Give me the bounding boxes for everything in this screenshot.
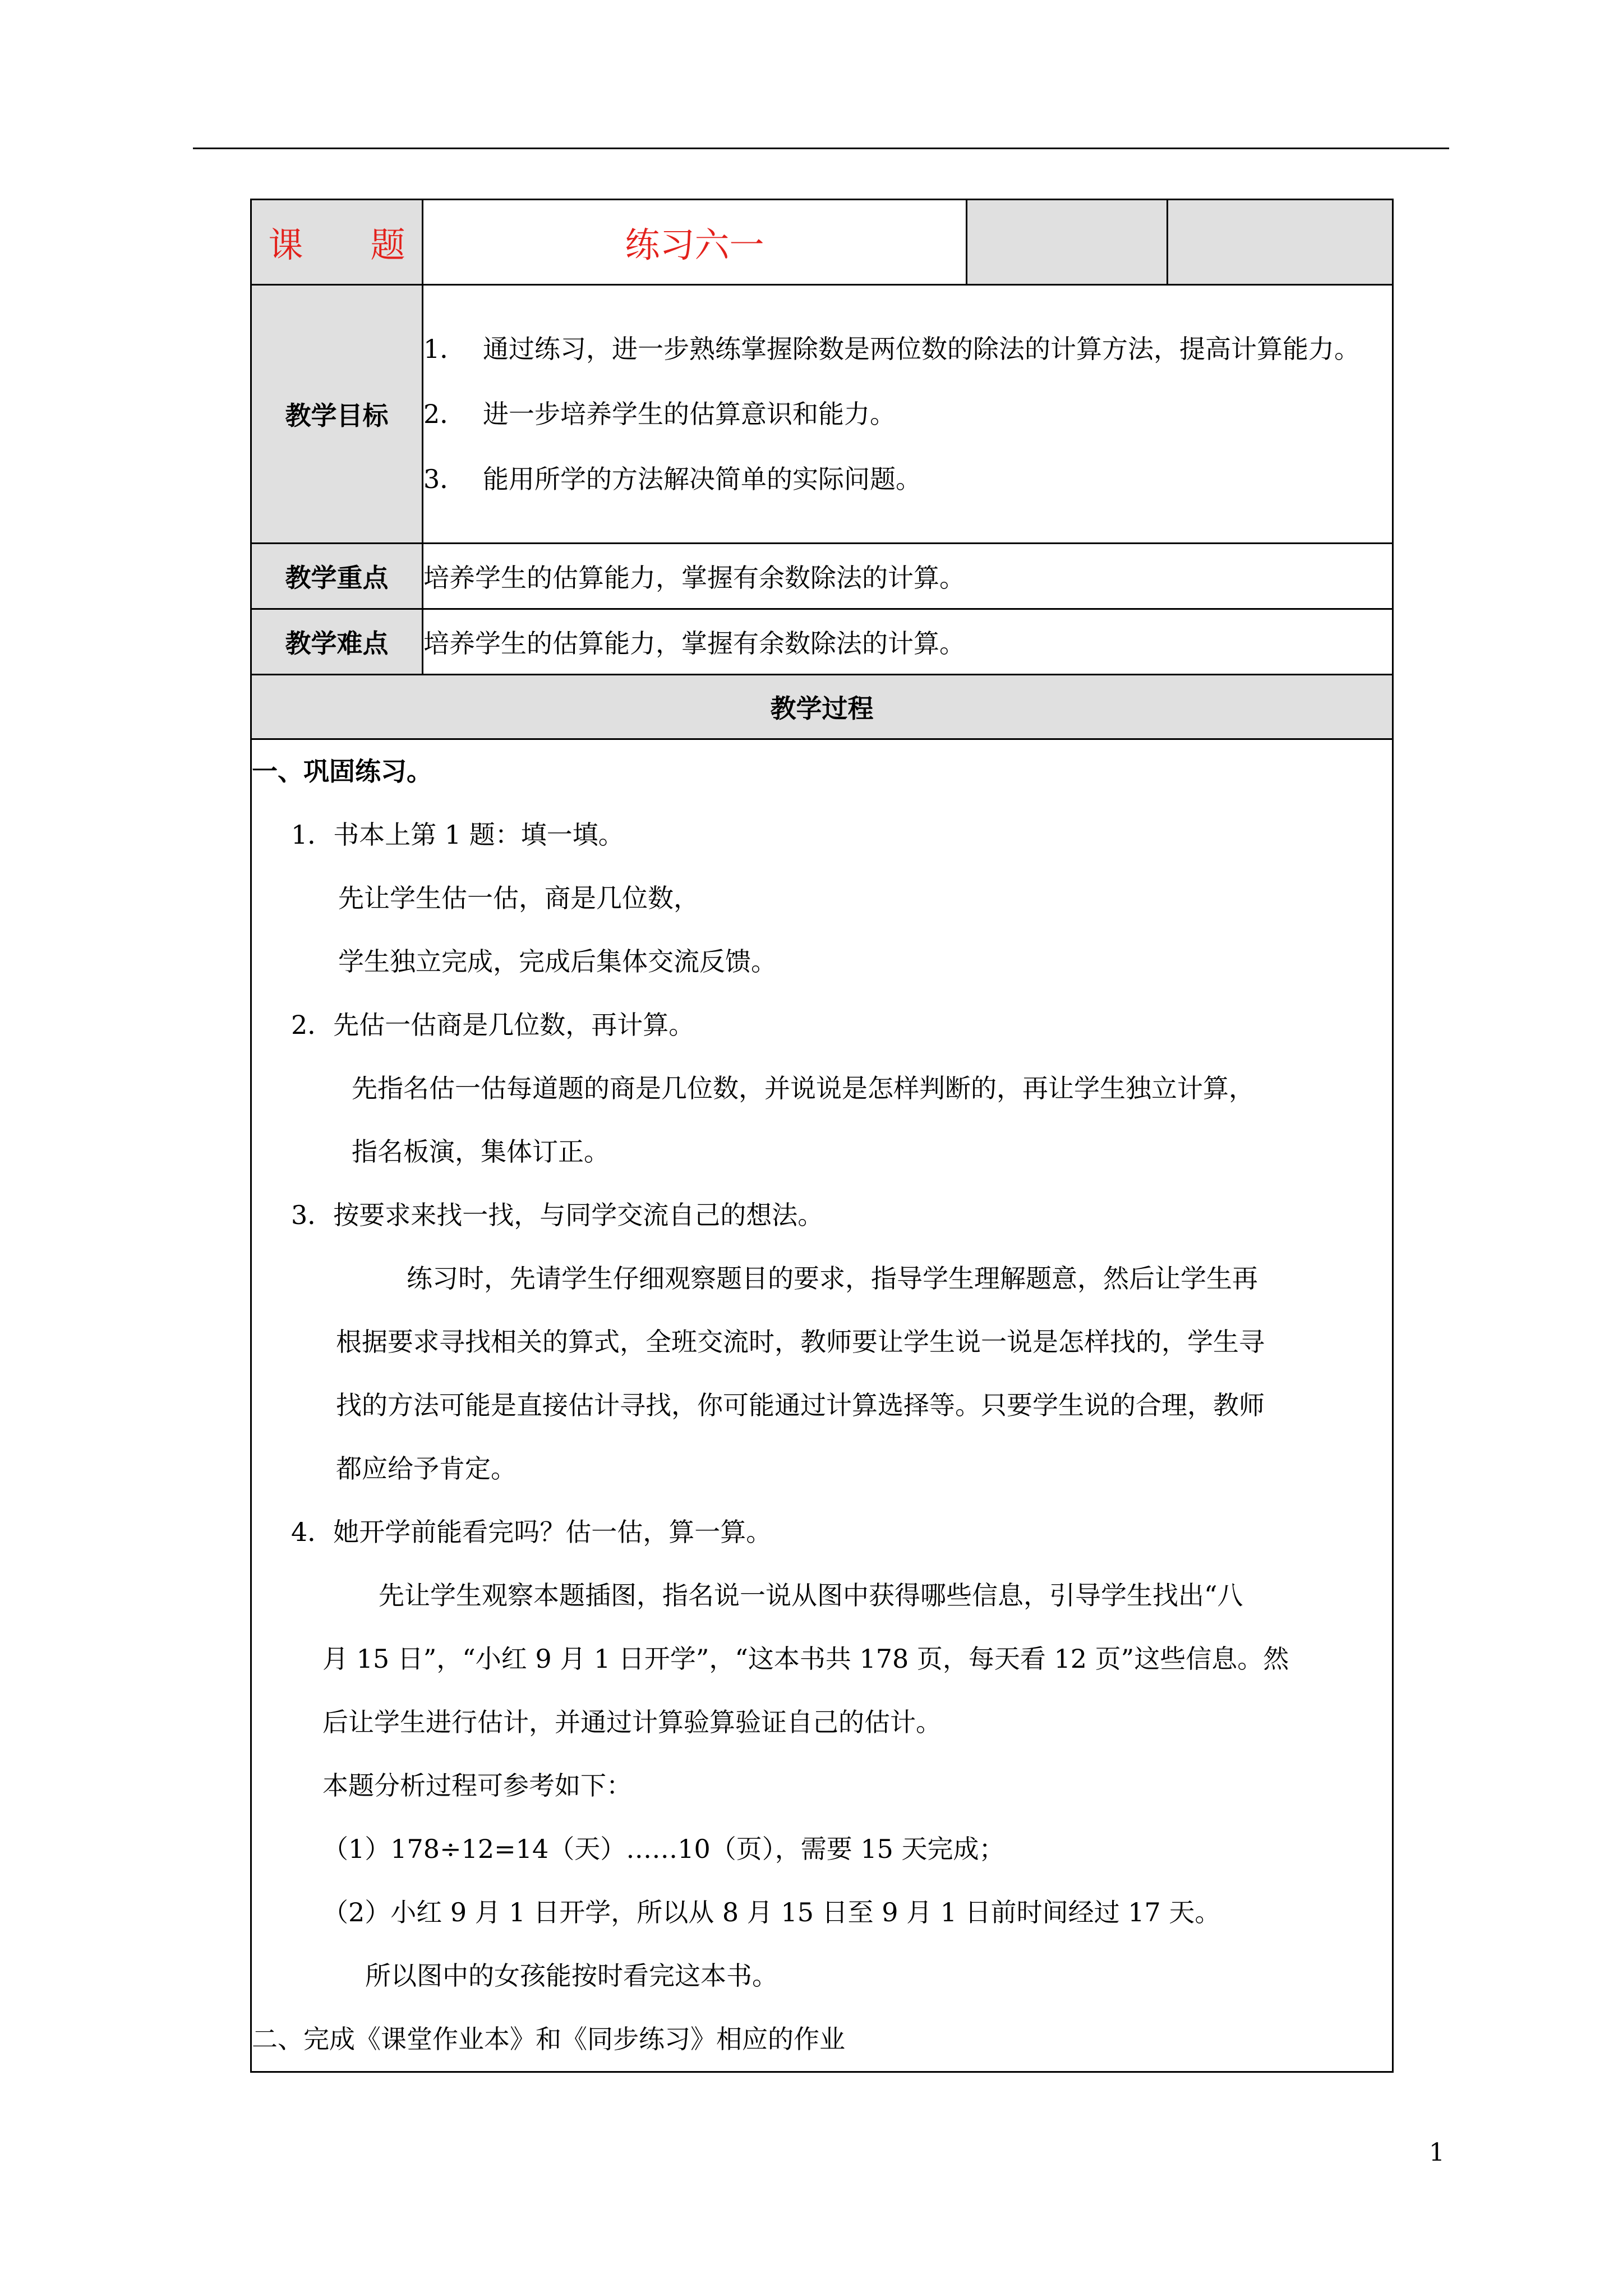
- title-label: [251, 200, 423, 285]
- goals-list: [423, 285, 1393, 544]
- goal-number: 1．: [423, 334, 466, 364]
- process-body: [251, 739, 1393, 2072]
- process-line: 1．书本上第 1 题：填一填。: [291, 820, 624, 850]
- key-point-text: 培养学生的估算能力，掌握有余数除法的计算。: [423, 544, 1393, 609]
- process-header-row: [251, 675, 1393, 739]
- process-line: 都应给予肯定。: [336, 1453, 517, 1484]
- header-rule: [193, 148, 1449, 149]
- goals-row: [251, 285, 1393, 544]
- goal-item: [423, 316, 1392, 381]
- process-line: 练习时，先请学生仔细观察题目的要求，指导学生理解题意，然后让学生再: [407, 1263, 1258, 1294]
- title-label-right: 题: [370, 224, 405, 265]
- process-line: 先指名估一估每道题的商是几位数，并说说是怎样判断的，再让学生独立计算，: [352, 1073, 1255, 1103]
- process-line: 找的方法可能是直接估计寻找，你可能通过计算选择等。只要学生说的合理，教师: [336, 1390, 1265, 1420]
- process-line: 学生独立完成，完成后集体交流反馈。: [338, 946, 777, 977]
- title-label-left: 课: [268, 224, 303, 265]
- lesson-title: 练习六一: [423, 200, 967, 285]
- title-extra-cell-2: [1168, 200, 1393, 285]
- process-line: 4．她开学前能看完吗？估一估，算一算。: [291, 1517, 772, 1547]
- key-point-row: [251, 544, 1393, 609]
- process-line: 本题分析过程可参考如下：: [322, 1770, 632, 1801]
- page-number: 1: [1429, 2138, 1445, 2167]
- title-row: [251, 200, 1393, 285]
- process-row: [251, 739, 1393, 2072]
- goal-text: 通过练习，进一步熟练掌握除数是两位数的除法的计算方法，提高计算能力。: [483, 334, 1360, 364]
- process-line: 指名板演，集体订正。: [352, 1137, 610, 1167]
- goals-label: 教学目标: [251, 285, 423, 544]
- goal-item: [423, 447, 1392, 512]
- goal-number: 3．: [423, 464, 466, 494]
- goal-number: 2．: [423, 399, 466, 429]
- process-line: 一、巩固练习。: [252, 756, 432, 786]
- process-line: 先让学生观察本题插图，指名说一说从图中获得哪些信息，引导学生找出“八: [379, 1580, 1243, 1611]
- lesson-plan-table: [250, 199, 1394, 2073]
- process-line: 根据要求寻找相关的算式，全班交流时，教师要让学生说一说是怎样找的，学生寻: [336, 1327, 1265, 1357]
- process-line: 2．先估一估商是几位数，再计算。: [291, 1010, 695, 1040]
- process-line: （2）小红 9 月 1 日开学，所以从 8 月 15 日至 9 月 1 日前时间经过 17 天。: [322, 1897, 1221, 1927]
- difficult-point-text: 培养学生的估算能力，掌握有余数除法的计算。: [423, 609, 1393, 675]
- process-line: （1）178÷12=14（天）……10（页），需要 15 天完成；: [322, 1834, 1005, 1864]
- goal-item: [423, 381, 1392, 447]
- process-line: 3．按要求来找一找，与同学交流自己的想法。: [291, 1200, 824, 1230]
- goal-text: 进一步培养学生的估算意识和能力。: [483, 399, 896, 429]
- goal-text: 能用所学的方法解决简单的实际问题。: [483, 464, 921, 494]
- difficult-point-row: [251, 609, 1393, 675]
- process-line: 先让学生估一估，商是几位数，: [338, 883, 699, 913]
- difficult-point-label: 教学难点: [251, 609, 423, 675]
- process-line: 二、完成《课堂作业本》和《同步练习》相应的作业: [252, 2024, 845, 2054]
- process-heading: 教学过程: [251, 675, 1393, 739]
- process-line: 月 15 日”，“小红 9 月 1 日开学”，“这本书共 178 页，每天看 12 页”这些信息。然: [322, 1644, 1289, 1674]
- title-extra-cell-1: [967, 200, 1168, 285]
- process-line: 后让学生进行估计，并通过计算验算验证自己的估计。: [322, 1707, 942, 1737]
- process-line: 所以图中的女孩能按时看完这本书。: [365, 1961, 778, 1991]
- key-point-label: 教学重点: [251, 544, 423, 609]
